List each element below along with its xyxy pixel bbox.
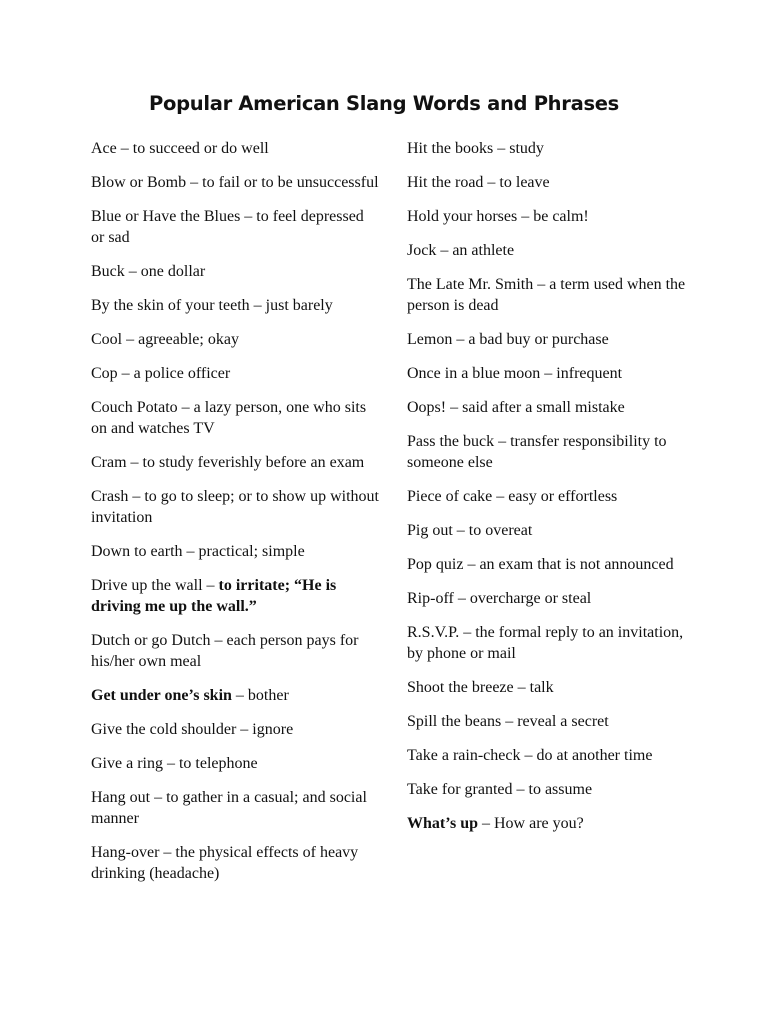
separator: – [463, 556, 480, 573]
slang-term: R.S.V.P. [407, 624, 460, 641]
slang-definition: to succeed or do well [132, 140, 269, 157]
slang-term: Take a rain-check [407, 747, 521, 764]
slang-definition: reveal a secret [517, 713, 609, 730]
slang-entry [91, 261, 381, 282]
slang-term: Shoot the breeze [407, 679, 514, 696]
slang-entry [91, 842, 381, 884]
slang-entry [407, 363, 697, 384]
slang-definition: ignore [252, 721, 294, 738]
slang-term: Rip-off [407, 590, 454, 607]
separator: – [493, 140, 510, 157]
slang-term: Hang out [91, 789, 151, 806]
slang-term: Once in a blue moon [407, 365, 541, 382]
separator: – [453, 590, 470, 607]
slang-definition: to assume [528, 781, 593, 798]
separator: – [117, 365, 134, 382]
slang-definition: a term used when the person is dead [407, 276, 686, 314]
separator: – [513, 679, 530, 696]
slang-term: Hang-over [91, 844, 160, 861]
separator: – [533, 276, 550, 293]
slang-term: Pig out [407, 522, 453, 539]
slang-entry [91, 630, 381, 672]
slang-entry [91, 397, 381, 439]
separator: – [517, 208, 534, 225]
slang-term: What’s up [407, 815, 478, 832]
separator: – [459, 624, 476, 641]
slang-definition: said after a small mistake [462, 399, 625, 416]
separator: – [483, 174, 500, 191]
slang-entry [407, 677, 697, 698]
slang-term: Give a ring [91, 755, 163, 772]
slang-definition: agreeable; okay [138, 331, 239, 348]
slang-term: Take for granted [407, 781, 513, 798]
slang-entry [91, 206, 381, 248]
slang-entry [407, 622, 697, 664]
separator: – [477, 815, 494, 832]
slang-term: Drive up the wall [91, 577, 203, 594]
slang-term: Pass the buck [407, 433, 495, 450]
slang-entry [91, 541, 381, 562]
slang-term: Lemon [407, 331, 453, 348]
separator: – [501, 713, 518, 730]
separator: – [446, 399, 463, 416]
separator: – [186, 174, 203, 191]
separator: – [177, 399, 194, 416]
left-column [91, 138, 381, 897]
separator: – [492, 488, 509, 505]
slang-entry [407, 745, 697, 766]
separator: – [240, 208, 257, 225]
separator: – [124, 263, 141, 280]
slang-term: Give the cold shoulder [91, 721, 237, 738]
slang-entry [91, 685, 381, 706]
separator: – [202, 577, 219, 594]
separator: – [162, 755, 179, 772]
separator: – [122, 331, 139, 348]
slang-definition: each person pays for his/her own meal [91, 632, 359, 670]
slang-definition: a bad buy or purchase [468, 331, 609, 348]
slang-entry [91, 172, 381, 193]
separator: – [150, 789, 167, 806]
slang-entry [91, 452, 381, 473]
slang-entry [407, 554, 697, 575]
slang-definition: to study feverishly before an exam [142, 454, 365, 471]
slang-entry [407, 397, 697, 418]
slang-definition: a lazy person, one who sits on and watches TV [91, 399, 367, 437]
slang-definition: do at another time [536, 747, 653, 764]
separator: – [520, 747, 537, 764]
slang-entry [407, 588, 697, 609]
slang-entry [407, 779, 697, 800]
separator: – [494, 433, 511, 450]
slang-definition: to gather in a casual; and social manner [91, 789, 367, 827]
slang-term: Cop [91, 365, 118, 382]
slang-definition: study [509, 140, 544, 157]
slang-definition: one dollar [140, 263, 206, 280]
slang-term: Piece of cake [407, 488, 493, 505]
slang-term: Buck [91, 263, 125, 280]
slang-definition: How are you? [493, 815, 584, 832]
slang-term: Hit the books [407, 140, 494, 157]
separator: – [436, 242, 453, 259]
slang-definition: overcharge or steal [469, 590, 592, 607]
slang-entry [407, 138, 697, 159]
slang-term: Crash [91, 488, 129, 505]
separator: – [126, 454, 143, 471]
slang-term: Jock [407, 242, 437, 259]
slang-term: Get under one’s skin [91, 687, 232, 704]
slang-entry [407, 711, 697, 732]
separator: – [231, 687, 248, 704]
slang-definition: a police officer [133, 365, 231, 382]
slang-entry [407, 520, 697, 541]
slang-entry [407, 206, 697, 227]
slang-entry [407, 431, 697, 473]
separator: – [236, 721, 253, 738]
slang-definition: an athlete [452, 242, 515, 259]
slang-definition: practical; simple [198, 543, 305, 560]
slang-entry [91, 295, 381, 316]
slang-term: The Late Mr. Smith [407, 276, 534, 293]
separator: – [159, 844, 176, 861]
slang-term: Couch Potato [91, 399, 178, 416]
slang-definition: infrequent [556, 365, 623, 382]
slang-definition: to overeat [468, 522, 533, 539]
separator: – [452, 331, 469, 348]
slang-term: Ace [91, 140, 117, 157]
slang-definition: be calm! [533, 208, 589, 225]
slang-entry [407, 274, 697, 316]
separator: – [512, 781, 529, 798]
page-title: Popular American Slang Words and Phrases [149, 92, 619, 115]
slang-definition: the physical effects of heavy drinking (headache) [91, 844, 359, 882]
slang-entry [407, 240, 697, 261]
slang-definition: to telephone [178, 755, 258, 772]
separator: – [182, 543, 199, 560]
slang-entry [407, 172, 697, 193]
slang-entry [91, 329, 381, 350]
separator: – [452, 522, 469, 539]
slang-term: Dutch or go Dutch [91, 632, 211, 649]
slang-term: Oops! [407, 399, 447, 416]
slang-definition: to go to sleep; or to show up without invitation [91, 488, 379, 526]
slang-definition: transfer responsibility to someone else [407, 433, 667, 471]
slang-entry [91, 575, 381, 617]
slang-term: Blue or Have the Blues [91, 208, 241, 225]
separator: – [116, 140, 133, 157]
right-column [407, 138, 697, 847]
slang-entry [407, 486, 697, 507]
slang-definition: to fail or to be unsuccessful [202, 174, 379, 191]
slang-entry [91, 363, 381, 384]
slang-term: Cool [91, 331, 123, 348]
slang-term: By the skin of your teeth [91, 297, 250, 314]
slang-definition: to leave [499, 174, 550, 191]
slang-term: Down to earth [91, 543, 183, 560]
slang-entry [407, 813, 697, 834]
slang-definition: to irritate; “He is driving me up the wall.” [91, 577, 337, 615]
slang-definition: to feel depressed or sad [91, 208, 364, 246]
separator: – [249, 297, 266, 314]
slang-term: Blow or Bomb [91, 174, 187, 191]
separator: – [210, 632, 227, 649]
slang-term: Cram [91, 454, 127, 471]
slang-entry [91, 719, 381, 740]
slang-entry [91, 138, 381, 159]
slang-term: Hold your horses [407, 208, 518, 225]
slang-entry [91, 486, 381, 528]
slang-definition: the formal reply to an invitation, by phone or mail [407, 624, 684, 662]
separator: – [540, 365, 557, 382]
slang-definition: easy or effortless [508, 488, 618, 505]
slang-entry [91, 787, 381, 829]
slang-term: Hit the road [407, 174, 484, 191]
slang-term: Spill the beans [407, 713, 502, 730]
slang-definition: talk [529, 679, 554, 696]
slang-term: Pop quiz [407, 556, 464, 573]
slang-definition: bother [247, 687, 289, 704]
slang-entry [407, 329, 697, 350]
slang-definition: an exam that is not announced [479, 556, 674, 573]
slang-entry [91, 753, 381, 774]
separator: – [128, 488, 145, 505]
slang-definition: just barely [265, 297, 333, 314]
